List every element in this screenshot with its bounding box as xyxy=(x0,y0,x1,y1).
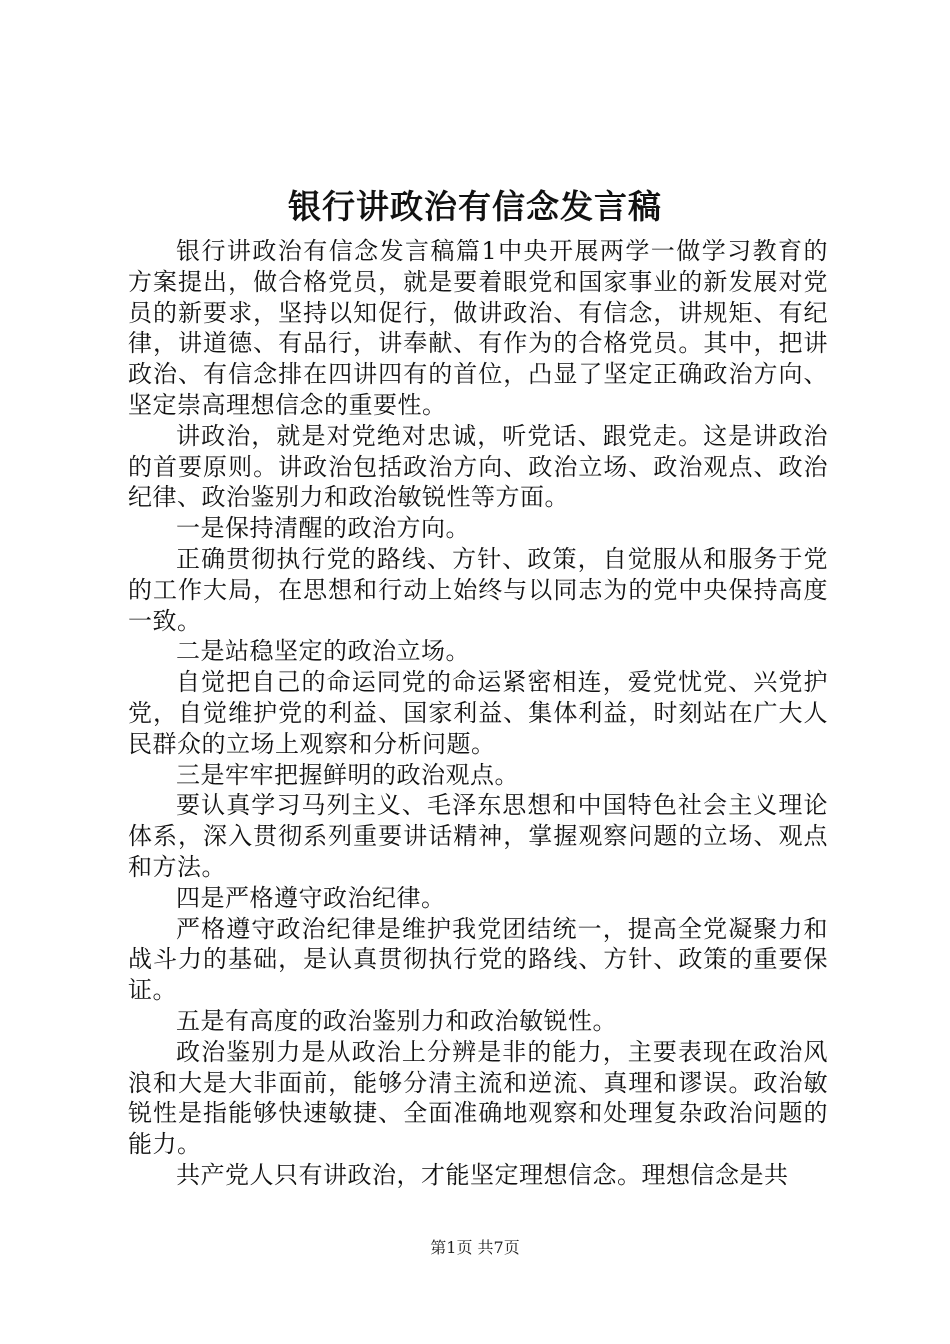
document-title: 银行讲政治有信念发言稿 xyxy=(288,187,662,226)
section-heading: 一是保持清醒的政治方向。 xyxy=(176,514,470,543)
page-number-footer: 第1页 共7页 xyxy=(430,1238,520,1257)
paragraph: 共产党人只有讲政治，才能坚定理想信念。理想信念是共 xyxy=(176,1160,789,1189)
paragraph: 正确贯彻执行党的路线、方针、政策，自觉服从和服务于党的工作大局，在思想和行动上始终与以同志为的党中央保持高度一致。 xyxy=(128,544,828,635)
paragraph: 严格遵守政治纪律是维护我党团结统一，提高全党凝聚力和战斗力的基础，是认真贯彻执行党的路线、方针、政策的重要保证。 xyxy=(128,914,828,1005)
paragraph: 要认真学习马列主义、毛泽东思想和中国特色社会主义理论体系，深入贯彻系列重要讲话精神，掌握观察问题的立场、观点和方法。 xyxy=(128,791,828,881)
paragraph: 自觉把自己的命运同党的命运紧密相连，爱党忧党、兴党护党，自觉维护党的利益、国家利益、集体利益，时刻站在广大人民群众的立场上观察和分析问题。 xyxy=(128,668,828,758)
paragraph: 政治鉴别力是从政治上分辨是非的能力，主要表现在政治风浪和大是大非面前，能够分清主流和逆流、真理和谬误。政治敏锐性是指能够快速敏捷、全面准确地观察和处理复杂政治问题的能力。 xyxy=(128,1037,828,1159)
paragraph: 银行讲政治有信念发言稿篇1中央开展两学一做学习教育的方案提出，做合格党员，就是要着眼党和国家事业的新发展对党员的新要求，坚持以知促行，做讲政治、有信念，讲规矩、有纪律，讲道德、有品行，讲奉献、有作为的合格党员。其中，把讲政治、有信念排在四讲四有的首位，凸显了坚定正确政治方向、坚定崇高理想信念的重要性。 xyxy=(128,237,828,419)
section-heading: 二是站稳坚定的政治立场。 xyxy=(176,637,470,666)
section-heading: 四是严格遵守政治纪律。 xyxy=(176,883,446,912)
paragraph: 讲政治，就是对党绝对忠诚，听党话、跟党走。这是讲政治的首要原则。讲政治包括政治方向、政治立场、政治观点、政治纪律、政治鉴别力和政治敏锐性等方面。 xyxy=(128,421,828,512)
section-heading: 三是牢牢把握鲜明的政治观点。 xyxy=(176,760,519,789)
document-body xyxy=(128,236,828,1191)
section-heading: 五是有高度的政治鉴别力和政治敏锐性。 xyxy=(176,1006,617,1035)
